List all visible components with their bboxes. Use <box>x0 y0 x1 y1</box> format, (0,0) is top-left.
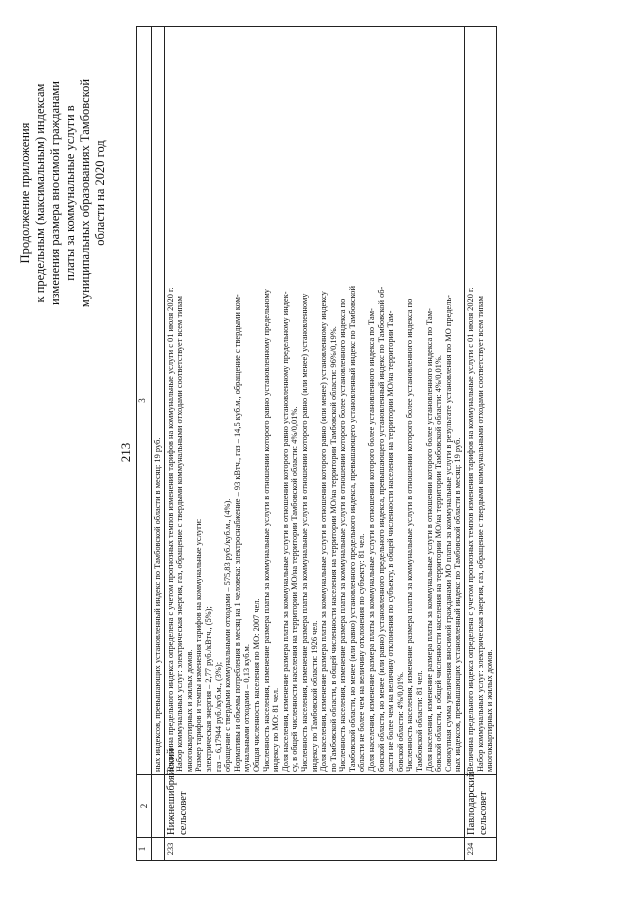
detail-line: Размер тарифов и темпы изменения тарифов на коммунальные услуги: <box>194 518 204 772</box>
appendix-line: муниципальных образованиях Тамбовской <box>78 78 92 308</box>
detail-line: бовской области, в общей численности населения на территории МО/на территории Тамбовской области: 4%/0,01%. <box>434 355 444 772</box>
detail-line: Численность населения, изменение размера платы за коммунальные услуги в отношении которого более установленного индекса по <box>338 298 348 772</box>
appendix-line: области на 2020 год <box>93 140 107 246</box>
carry-text: ных индексов, превышающих установленный индекс по Тамбовской области в месяц: 19 руб. <box>152 27 165 775</box>
detail-line: Совокупная сумма увеличения вносимой гражданами МО платы за коммунальные услуги в результате установления по МО предель- <box>443 295 453 772</box>
table-row <box>465 27 497 861</box>
table-header-row <box>137 27 152 861</box>
page-number: 213 <box>118 442 133 463</box>
row-number: 233 <box>164 838 464 861</box>
row-details <box>465 27 497 775</box>
detail-line: многоквартирных и жилых домов. <box>184 649 194 772</box>
detail-line: обращение с твердыми коммунальными отходами – 575,83 руб./куб.м., (4%). <box>223 498 233 772</box>
detail-line: области не более чем на величину отклонения по субъекту: 81 чел. <box>357 533 367 772</box>
table-row <box>164 27 464 861</box>
detail-line: многоквартирных и жилых домов. <box>485 649 495 772</box>
detail-line: Доля населения, изменение размера платы за коммунальные услуги в отношении которого более установленного индекса по Там- <box>367 308 377 772</box>
detail-line: Тамбовской области: 81 чел. <box>415 670 425 772</box>
appendix-heading <box>18 13 108 373</box>
detail-line: индексу по Тамбовской области: 1926 чел. <box>309 620 319 772</box>
detail-line: ласти не более чем на величину отклонения по субъекту, в общей численности населения на территории МО/на территории Там- <box>386 310 396 772</box>
header-cell-1: 1 <box>137 838 152 861</box>
index-table <box>136 26 497 861</box>
detail-line: бовской области: 4%/0,01%. <box>395 671 405 772</box>
detail-line: Величина предельного индекса определена с учетом прогнозных темпов изменения тарифов на коммунальные услуги с 01 июля 2020 г. <box>165 287 175 772</box>
detail-line: Набор коммунальных услуг: электрическая энергия, газ, обращение с твердыми коммунальными отходами соответствует всем типам <box>175 296 185 772</box>
detail-line: ных индексов, превышающих установленный индекс по Тамбовской области в месяц: 19 руб. <box>453 437 463 772</box>
header-cell-3: 3 <box>137 27 152 775</box>
appendix-line: платы за коммунальные услуги в <box>63 105 77 281</box>
detail-line: мунальными отходами – 0,13 куб.м. <box>242 644 252 772</box>
detail-line: индексу по МО: 81 чел. <box>271 687 281 772</box>
appendix-line: изменения размера вносимой гражданами <box>48 81 62 306</box>
detail-line: Величина предельного индекса определена с учетом прогнозных темпов изменения тарифов на коммунальные услуги с 01 июля 2020 г. <box>466 287 475 772</box>
detail-line: Численность населения, изменение размера платы за коммунальные услуги в отношении которого равно (или менее) установленному <box>299 293 309 772</box>
detail-line: Общая численность населения по МО: 2007 чел. <box>251 598 261 772</box>
municipality-name: Павлодарский сельсовет <box>465 775 497 838</box>
detail-line: Численность населения, изменение размера платы за коммунальные услуги в отношении которого равно установленному предельному <box>261 289 271 772</box>
detail-line: Численность населения, изменение размера платы за коммунальные услуги в отношении которого более установленного индекса по <box>405 298 415 772</box>
detail-line: Набор коммунальных услуг: электрическая энергия, газ, обращение с твердыми коммунальными отходами соответствует всем типам <box>475 296 485 772</box>
appendix-line: к предельным (максимальным) индексам <box>33 83 47 303</box>
detail-line: Нормативы и объемы потребления в месяц на 1 человека: электроснабжение – 93 кВтч., газ – 14,5 куб.м., обращение с твердыми ком- <box>232 294 242 772</box>
detail-line: Тамбовской области, но менее (или равно) установленного предельного индекса, превышающего установленный индекс по Тамбовской <box>347 286 357 772</box>
row-details <box>164 27 464 775</box>
detail-line: бовской области, но менее (или равно) установленного предельного индекса, превышающего установленный индекс по Тамбовской об- <box>376 286 386 772</box>
detail-line: Доля населения, изменение размера платы за коммунальные услуги в отношении которого равно (или менее) установленному индексу <box>319 291 329 772</box>
header-cell-2: 2 <box>137 775 152 838</box>
table-row-continuation <box>152 27 165 861</box>
appendix-line: Продолжение приложения <box>18 122 32 264</box>
row-number: 234 <box>465 838 497 861</box>
detail-line: Доля населения, изменение размера платы за коммунальные услуги в отношении которого равно установленному предельному индек- <box>280 291 290 772</box>
detail-line: газ – 6,17944 руб./куб.м., (3%); <box>213 661 223 772</box>
detail-line: Доля населения, изменение размера платы за коммунальные услуги в отношении которого более установленного индекса по Там- <box>424 308 434 772</box>
municipality-name: Нижнешибряйский сельсовет <box>164 775 464 838</box>
detail-line: по Тамбовской области, в общей численности населения на территории МО/на территории Тамбовской области: 96%/0,19%. <box>328 326 338 772</box>
detail-line: электрическая энергия – 2,77 руб./кВтч., (5%); <box>203 606 213 772</box>
detail-line: су, в общей численности населения на территории МО/на территории Тамбовской области: 4%/0,01%. <box>290 406 300 772</box>
